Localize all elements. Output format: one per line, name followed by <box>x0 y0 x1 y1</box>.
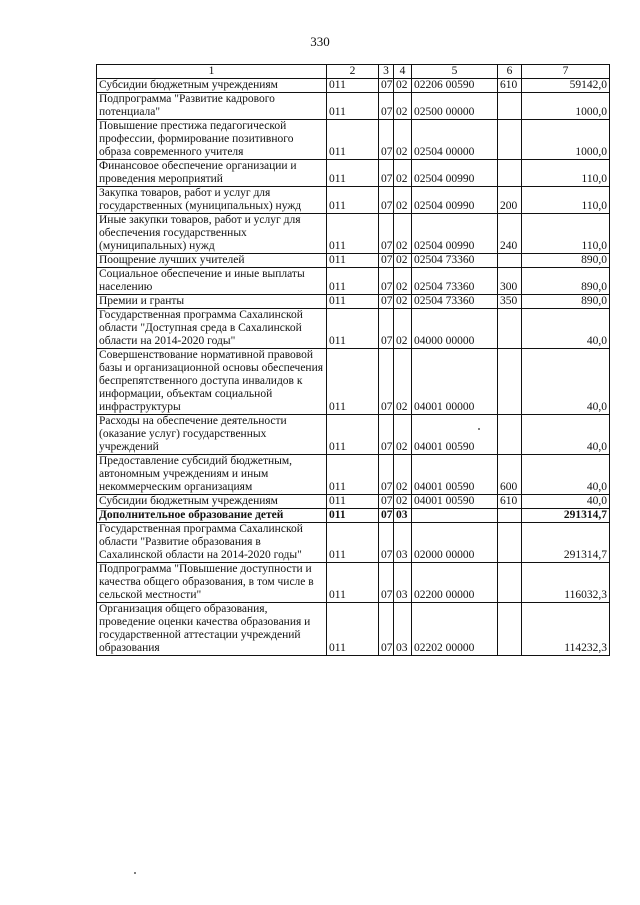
budget-table <box>96 64 610 656</box>
cell-expense-type-code <box>498 160 522 187</box>
cell-expense-type-code: 610 <box>498 79 522 93</box>
table-body <box>97 65 610 656</box>
header-cell-amount: 7 <box>522 65 610 79</box>
table-row <box>97 214 610 254</box>
cell-section-code: 07 <box>379 349 394 415</box>
cell-ministry-code: 011 <box>327 214 379 254</box>
scan-speck <box>134 872 136 874</box>
cell-ministry-code: 011 <box>327 309 379 349</box>
cell-section-code: 07 <box>379 160 394 187</box>
cell-section-code: 07 <box>379 309 394 349</box>
cell-target-code: 02504 73360 <box>412 295 498 309</box>
cell-name: Социальное обеспечение и иные выплаты населению <box>97 268 327 295</box>
cell-section-code: 07 <box>379 415 394 455</box>
cell-name: Государственная программа Сахалинской области "Развитие образования в Сахалинской области на 2014-2020 годы" <box>97 523 327 563</box>
cell-target-code: 02504 73360 <box>412 254 498 268</box>
header-cell-section: 3 <box>379 65 394 79</box>
cell-subsection-code: 02 <box>394 268 412 295</box>
cell-target-code <box>412 509 498 523</box>
cell-expense-type-code: 240 <box>498 214 522 254</box>
cell-ministry-code: 011 <box>327 254 379 268</box>
cell-expense-type-code: 610 <box>498 495 522 509</box>
cell-amount: 40,0 <box>522 349 610 415</box>
cell-section-code: 07 <box>379 93 394 120</box>
cell-ministry-code: 011 <box>327 523 379 563</box>
cell-target-code: 02504 00990 <box>412 187 498 214</box>
header-cell-subsection: 4 <box>394 65 412 79</box>
cell-amount: 890,0 <box>522 254 610 268</box>
table-row <box>97 563 610 603</box>
cell-target-code: 04001 00590 <box>412 495 498 509</box>
table-row <box>97 349 610 415</box>
cell-expense-type-code <box>498 563 522 603</box>
cell-ministry-code: 011 <box>327 93 379 120</box>
cell-name: Финансовое обеспечение организации и проведения мероприятий <box>97 160 327 187</box>
cell-section-code: 07 <box>379 120 394 160</box>
cell-subsection-code: 02 <box>394 79 412 93</box>
cell-ministry-code: 011 <box>327 187 379 214</box>
cell-expense-type-code <box>498 603 522 656</box>
table-row <box>97 309 610 349</box>
cell-ministry-code: 011 <box>327 79 379 93</box>
cell-name: Повышение престижа педагогической профессии, формирование позитивного образа современного учителя <box>97 120 327 160</box>
cell-amount: 1000,0 <box>522 120 610 160</box>
cell-name: Дополнительное образование детей <box>97 509 327 523</box>
table-row <box>97 120 610 160</box>
cell-subsection-code: 02 <box>394 455 412 495</box>
cell-expense-type-code: 350 <box>498 295 522 309</box>
header-cell-ministry: 2 <box>327 65 379 79</box>
cell-section-code: 07 <box>379 523 394 563</box>
cell-target-code: 02200 00000 <box>412 563 498 603</box>
cell-target-code: 02504 00990 <box>412 214 498 254</box>
cell-subsection-code: 02 <box>394 254 412 268</box>
cell-ministry-code: 011 <box>327 349 379 415</box>
cell-expense-type-code <box>498 509 522 523</box>
cell-name: Совершенствование нормативной правовой базы и организационной основы обеспечения беспрепятственного доступа инвалидов к информации, объектам социальной инфраструктуры <box>97 349 327 415</box>
cell-amount: 114232,3 <box>522 603 610 656</box>
cell-ministry-code: 011 <box>327 415 379 455</box>
cell-subsection-code: 02 <box>394 349 412 415</box>
cell-name: Субсидии бюджетным учреждениям <box>97 495 327 509</box>
table-row <box>97 455 610 495</box>
cell-name: Субсидии бюджетным учреждениям <box>97 79 327 93</box>
cell-ministry-code: 011 <box>327 495 379 509</box>
table-row <box>97 160 610 187</box>
cell-subsection-code: 02 <box>394 120 412 160</box>
cell-ministry-code: 011 <box>327 120 379 160</box>
cell-name: Подпрограмма "Повышение доступности и качества общего образования, в том числе в сельской местности" <box>97 563 327 603</box>
cell-expense-type-code <box>498 523 522 563</box>
cell-name: Предоставление субсидий бюджетным, автономным учреждениям и иным некоммерческим организациям <box>97 455 327 495</box>
cell-target-code: 04000 00000 <box>412 309 498 349</box>
cell-ministry-code: 011 <box>327 268 379 295</box>
cell-name: Подпрограмма "Развитие кадрового потенциала" <box>97 93 327 120</box>
table-header-row <box>97 65 610 79</box>
cell-ministry-code: 011 <box>327 563 379 603</box>
cell-amount: 890,0 <box>522 295 610 309</box>
cell-amount: 110,0 <box>522 187 610 214</box>
header-cell-name: 1 <box>97 65 327 79</box>
cell-subsection-code: 02 <box>394 93 412 120</box>
cell-section-code: 07 <box>379 495 394 509</box>
cell-target-code: 02500 00000 <box>412 93 498 120</box>
cell-amount: 40,0 <box>522 495 610 509</box>
cell-target-code: 02504 00990 <box>412 160 498 187</box>
cell-section-code: 07 <box>379 295 394 309</box>
cell-name: Поощрение лучших учителей <box>97 254 327 268</box>
cell-section-code: 07 <box>379 187 394 214</box>
cell-amount: 890,0 <box>522 268 610 295</box>
cell-section-code: 07 <box>379 214 394 254</box>
table-row <box>97 603 610 656</box>
cell-ministry-code: 011 <box>327 455 379 495</box>
scan-speck <box>478 428 480 430</box>
cell-subsection-code: 02 <box>394 415 412 455</box>
cell-target-code: 02202 00000 <box>412 603 498 656</box>
cell-ministry-code: 011 <box>327 160 379 187</box>
table-row <box>97 295 610 309</box>
header-cell-expense-type: 6 <box>498 65 522 79</box>
cell-amount: 110,0 <box>522 160 610 187</box>
cell-target-code: 02504 73360 <box>412 268 498 295</box>
table-row <box>97 268 610 295</box>
cell-target-code: 02000 00000 <box>412 523 498 563</box>
table-row <box>97 254 610 268</box>
cell-target-code: 04001 00590 <box>412 415 498 455</box>
cell-section-code: 07 <box>379 603 394 656</box>
cell-amount: 40,0 <box>522 455 610 495</box>
cell-subsection-code: 02 <box>394 160 412 187</box>
cell-amount: 291314,7 <box>522 523 610 563</box>
cell-target-code: 04001 00590 <box>412 455 498 495</box>
cell-expense-type-code <box>498 349 522 415</box>
cell-name: Закупка товаров, работ и услуг для государственных (муниципальных) нужд <box>97 187 327 214</box>
table-row <box>97 187 610 214</box>
cell-amount: 116032,3 <box>522 563 610 603</box>
cell-subsection-code: 02 <box>394 495 412 509</box>
cell-amount: 59142,0 <box>522 79 610 93</box>
table-row <box>97 93 610 120</box>
cell-expense-type-code <box>498 254 522 268</box>
cell-expense-type-code: 600 <box>498 455 522 495</box>
table-row <box>97 79 610 93</box>
cell-ministry-code: 011 <box>327 509 379 523</box>
cell-name: Организация общего образования, проведение оценки качества образования и государственной аттестации учреждений образования <box>97 603 327 656</box>
cell-subsection-code: 03 <box>394 509 412 523</box>
cell-expense-type-code <box>498 120 522 160</box>
cell-section-code: 07 <box>379 455 394 495</box>
cell-amount: 1000,0 <box>522 93 610 120</box>
cell-subsection-code: 03 <box>394 563 412 603</box>
cell-subsection-code: 03 <box>394 523 412 563</box>
cell-name: Иные закупки товаров, работ и услуг для обеспечения государственных (муниципальных) нужд <box>97 214 327 254</box>
cell-subsection-code: 02 <box>394 309 412 349</box>
cell-name: Государственная программа Сахалинской области "Доступная среда в Сахалинской области на 2014-2020 годы" <box>97 309 327 349</box>
cell-target-code: 02504 00000 <box>412 120 498 160</box>
cell-section-code: 07 <box>379 563 394 603</box>
cell-section-code: 07 <box>379 509 394 523</box>
cell-expense-type-code: 200 <box>498 187 522 214</box>
cell-ministry-code: 011 <box>327 295 379 309</box>
table-row <box>97 523 610 563</box>
cell-amount: 291314,7 <box>522 509 610 523</box>
cell-name: Расходы на обеспечение деятельности (оказание услуг) государственных учреждений <box>97 415 327 455</box>
cell-expense-type-code <box>498 93 522 120</box>
cell-section-code: 07 <box>379 268 394 295</box>
header-cell-target: 5 <box>412 65 498 79</box>
cell-expense-type-code <box>498 309 522 349</box>
cell-target-code: 02206 00590 <box>412 79 498 93</box>
cell-target-code: 04001 00000 <box>412 349 498 415</box>
cell-expense-type-code: 300 <box>498 268 522 295</box>
cell-subsection-code: 02 <box>394 295 412 309</box>
cell-name: Премии и гранты <box>97 295 327 309</box>
cell-amount: 40,0 <box>522 309 610 349</box>
page-number: 330 <box>310 34 330 49</box>
cell-amount: 40,0 <box>522 415 610 455</box>
cell-ministry-code: 011 <box>327 603 379 656</box>
table-row <box>97 495 610 509</box>
cell-section-code: 07 <box>379 254 394 268</box>
table-row <box>97 509 610 523</box>
cell-subsection-code: 02 <box>394 214 412 254</box>
cell-expense-type-code <box>498 415 522 455</box>
cell-subsection-code: 03 <box>394 603 412 656</box>
table-row <box>97 415 610 455</box>
cell-section-code: 07 <box>379 79 394 93</box>
cell-subsection-code: 02 <box>394 187 412 214</box>
cell-amount: 110,0 <box>522 214 610 254</box>
